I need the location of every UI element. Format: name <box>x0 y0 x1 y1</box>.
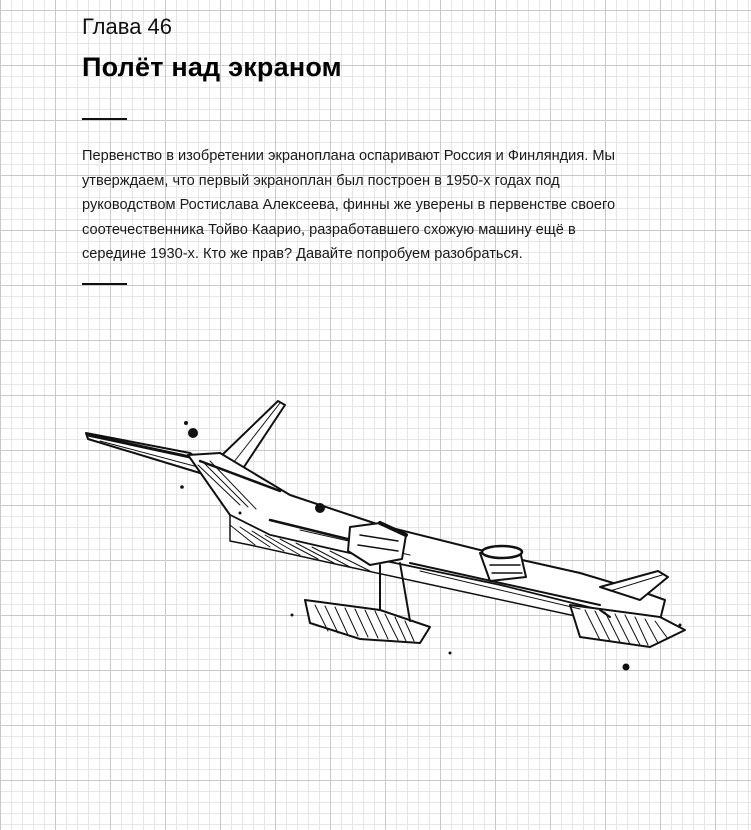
chapter-number: Глава 46 <box>82 14 173 39</box>
divider-bottom <box>82 283 127 285</box>
intro-paragraph: Первенство в изобретении экраноплана оспаривают Россия и Финляндия. Мы утверждаем, что первый экраноплан был построен в 1950-х годах под руководством Ростислава Алексеева, финны же уверены в первенстве своего соотечественника Тойво Каарио, разработавшего схожую машину ещё в середине 1930-х. Кто же прав? Давайте попробуем разобраться. <box>82 148 616 262</box>
ekranoplan-sketch <box>80 395 700 685</box>
divider-top <box>82 118 127 120</box>
chapter-title: Полёт над экраном <box>82 52 342 82</box>
